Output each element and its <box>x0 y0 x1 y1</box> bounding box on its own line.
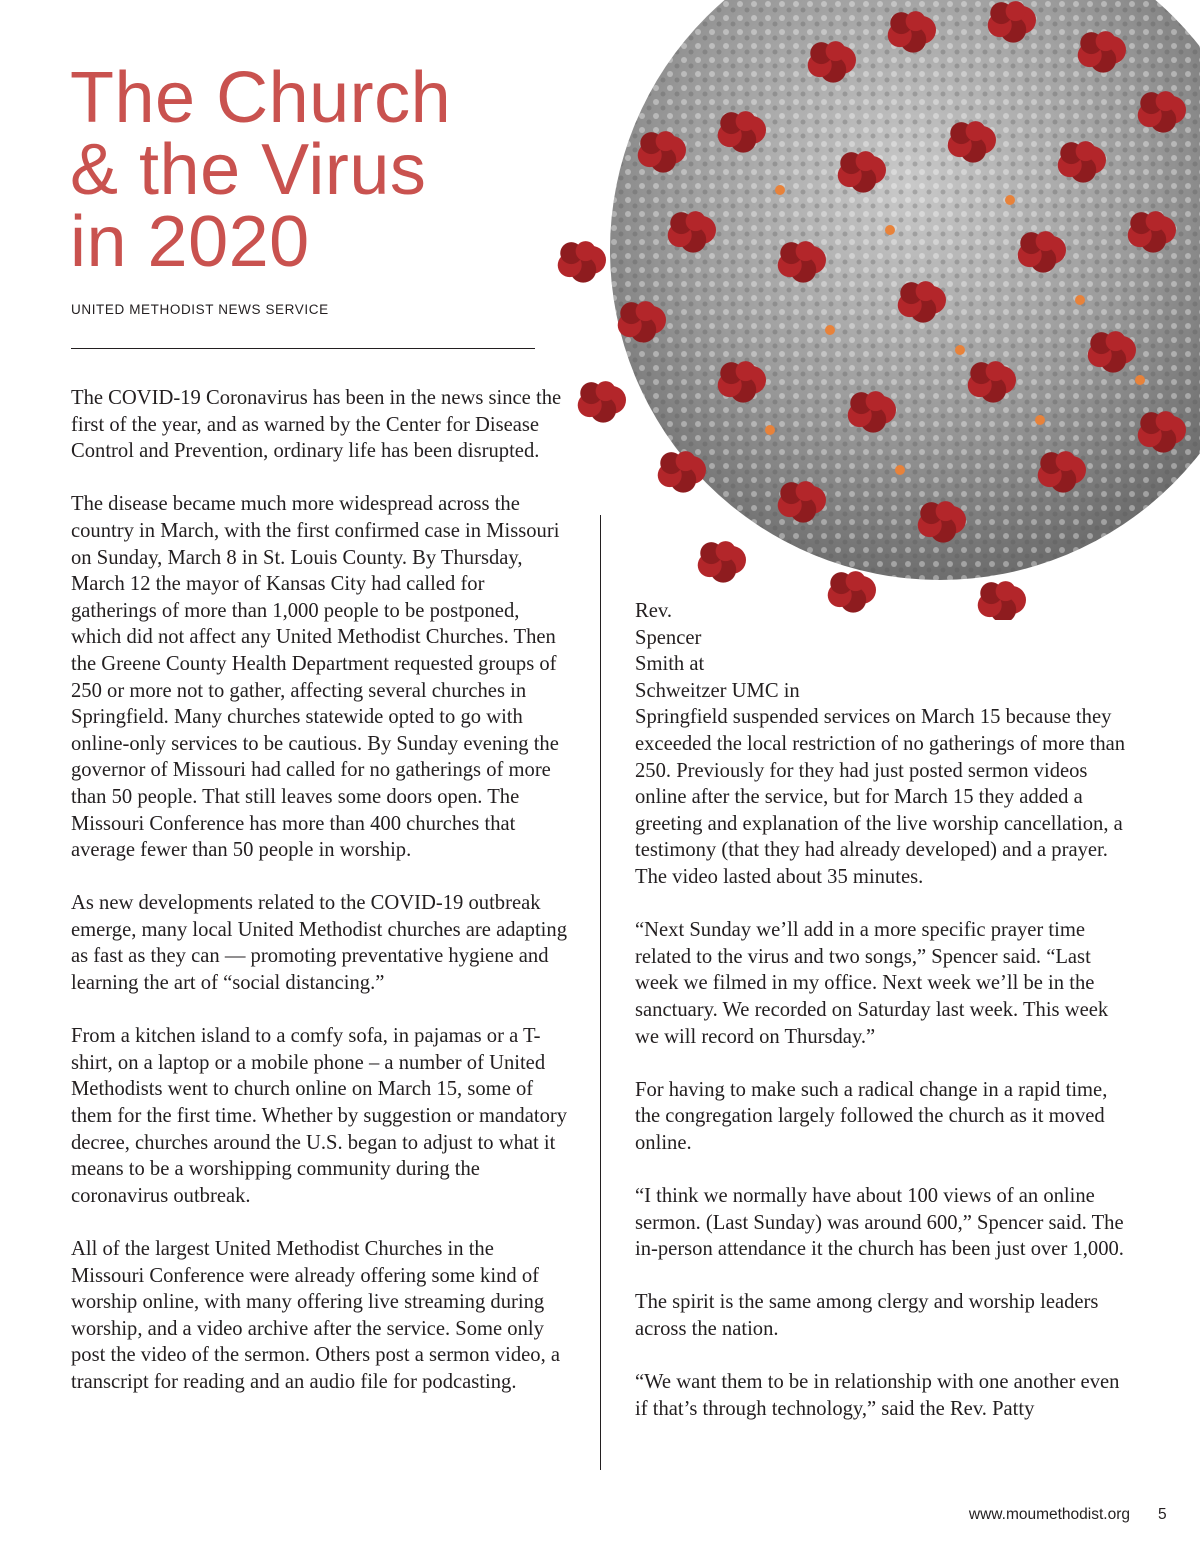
virus-dot <box>1005 195 1015 205</box>
coronavirus-illustration <box>540 0 1200 620</box>
virus-dot <box>895 465 905 475</box>
left-column <box>71 385 571 1422</box>
paragraph: The COVID-19 Coronavirus has been in the news since the first of the year, and as warned by the Center for Disease Control and Prevention, ordinary life has been disrupted. <box>71 387 562 463</box>
virus-dot <box>885 225 895 235</box>
spike-protein <box>578 381 626 422</box>
paragraph: For having to make such a radical change in a rapid time, the congregation largely followed the church as it moved online. <box>635 1078 1108 1154</box>
virus-dot <box>825 325 835 335</box>
spike-protein <box>558 241 606 282</box>
title-line-3: in 2020 <box>70 202 310 282</box>
virus-dot <box>1075 295 1085 305</box>
page-number: 5 <box>1158 1506 1167 1523</box>
intro-rest: Springfield suspended services on March 15 because they exceeded the local restriction of no gatherings of more than 250. Previously for they had just posted sermon videos online after the service, but for March 15 they added a greeting and explanation of the live worship cancellation, a testimony (that they had already developed) and a prayer. The video lasted about 35 minutes. <box>635 706 1126 888</box>
paragraph: All of the largest United Methodist Churches in the Missouri Conference were already offering some kind of worship online, with many offering live streaming during worship, and a video archive after the service. Some only post the video of the sermon. Others post a sermon video, a transcript for reading and an audio file for podcasting. <box>71 1238 561 1393</box>
virus-dot <box>765 425 775 435</box>
right-column <box>635 598 1135 1449</box>
spike-protein <box>698 541 746 582</box>
intro-line: Smith at <box>635 653 705 676</box>
intro-line: Rev. <box>635 600 672 622</box>
intro-line: Schweitzer UMC in <box>635 679 800 702</box>
source-credit: UNITED METHODIST NEWS SERVICE <box>71 302 329 317</box>
intro-line: Spencer <box>635 626 702 649</box>
paragraph: The disease became much more widespread across the country in March, with the first confirmed case in Missouri on Sunday, March 8 in St. Louis County. By Thursday, March 12 the mayor of Kansas City had called for gatherings of more than 1,000 people to be postponed, which did not affect any United Methodist Churches. Then the Greene County Health Department requested groups of 250 or more not to gather, affecting several churches in Springfield. Many churches statewide opted to go with online-only services to be cautious. By Sunday evening the governor of Missouri had called for no gatherings of more than 50 people. That still leaves some doors open. The Missouri Conference has more than 400 churches that average fewer than 50 people in worship. <box>71 493 560 862</box>
paragraph: “We want them to be in relationship with one another even if that’s through technology,” said the Rev. Patty <box>635 1371 1120 1420</box>
virus-dot <box>955 345 965 355</box>
paragraph: “I think we normally have about 100 views of an online sermon. (Last Sunday) was around 600,” Spencer said. The in-person attendance it the church has been just over 1,000. <box>635 1185 1124 1261</box>
virus-dot <box>1135 375 1145 385</box>
article-title <box>70 58 530 282</box>
intro-lines <box>635 598 1135 704</box>
paragraph: From a kitchen island to a comfy sofa, in pajamas or a T-shirt, on a laptop or a mobile phone – a number of United Methodists went to church online on March 15, some of them for the first time. Whether by suggestion or mandatory decree, churches around the U.S. began to adjust to what it means to be a worshipping community during the coronavirus outbreak. <box>71 1025 568 1207</box>
paragraph-intro <box>635 598 1135 891</box>
title-line-2: & the Virus <box>70 130 427 210</box>
column-divider <box>600 515 601 1470</box>
paragraph: The spirit is the same among clergy and worship leaders across the nation. <box>635 1291 1099 1341</box>
title-line-1: The Church <box>70 58 452 138</box>
website-link[interactable]: www.moumethodist.org <box>968 1506 1130 1523</box>
virus-dot <box>1035 415 1045 425</box>
title-divider <box>71 348 535 349</box>
virus-dot <box>775 185 785 195</box>
paragraph: As new developments related to the COVID-19 outbreak emerge, many local United Methodist churches are adapting as fast as they can — promoting preventative hygiene and learning the art of “social distancing.” <box>71 892 567 995</box>
paragraph: “Next Sunday we’ll add in a more specific prayer time related to the virus and two songs,” Spencer said. “Last week we filmed in my office. Next week we’ll be in the sanctuary. We recorded on Saturday last week. This week we will record on Thursday.” <box>635 919 1109 1048</box>
